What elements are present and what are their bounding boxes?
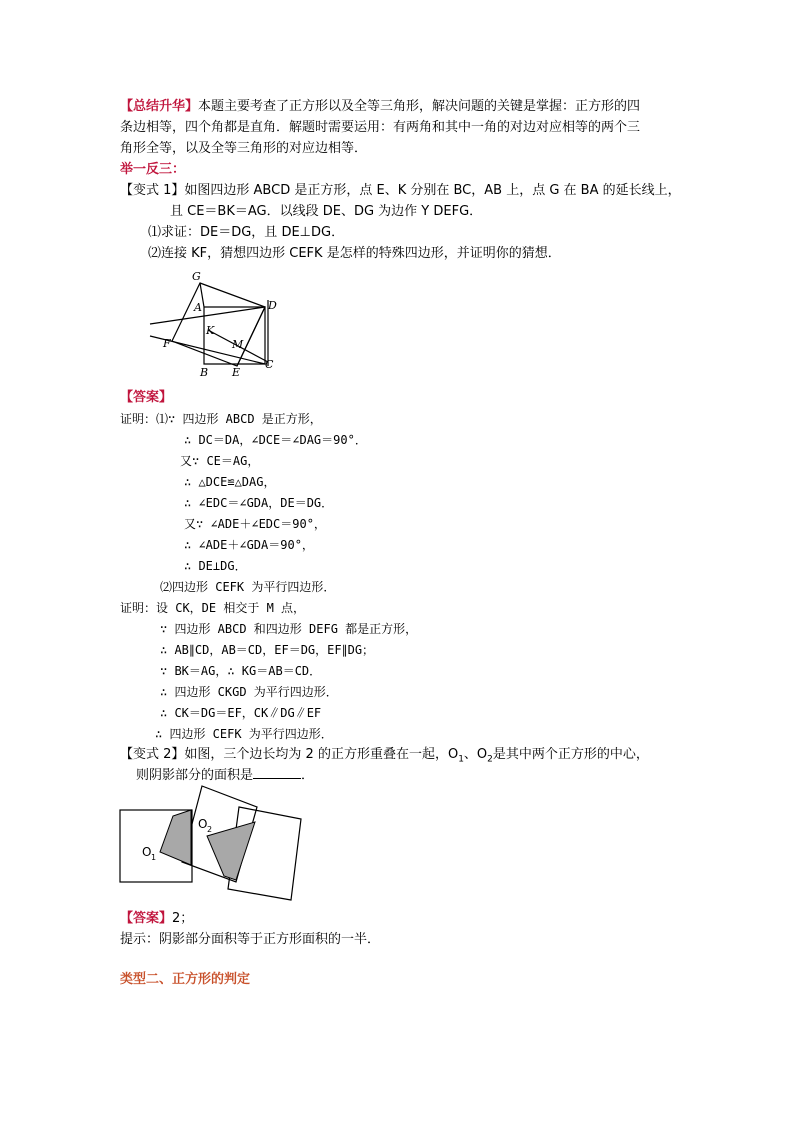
answer1-line-10: ∵ 四边形 ABCD 和四边形 DEFG 都是正方形，: [160, 622, 418, 636]
answer1-line-3: ∴ △DCE≌△DAG，: [184, 475, 276, 489]
shaded-region-2: [207, 822, 255, 880]
practice-heading: 举一反三：: [120, 162, 186, 177]
fig1-label-D: D: [268, 299, 277, 312]
fig1-label-A: A: [194, 301, 202, 314]
fig2-label-O2: O: [198, 817, 208, 831]
variant1-question-2: ⑵连接 KF，猜想四边形 CEFK 是怎样的特殊四边形，并证明你的猜想．: [148, 246, 561, 261]
answer2-line: [120, 909, 193, 929]
fig1-label-K: K: [206, 324, 215, 337]
answer1-line-8: ⑵四边形 CEFK 为平行四边形．: [160, 580, 336, 594]
variant2-sub-1: 1: [458, 754, 464, 765]
geometry-figure-1: [140, 266, 290, 382]
fig1-label-M: M: [232, 338, 244, 351]
variant2-text-2b: ．: [301, 768, 315, 783]
answer-blank: [253, 766, 301, 779]
fig1-label-G: G: [192, 270, 201, 283]
answer2-value: 2；: [172, 911, 194, 926]
fig1-label-E: E: [232, 366, 241, 379]
type2-heading: 类型二、正方形的判定: [120, 972, 251, 987]
fig2-label-O2-sub: 2: [207, 825, 213, 834]
variant1-label: 【变式 1】: [120, 183, 185, 198]
summary-line-2: 条边相等，四个角都是直角．解题时需要运用：有两角和其中一角的对边对应相等的两个三: [120, 120, 641, 135]
answer1-line-12: ∵ BK＝AG，∴ KG＝AB＝CD．: [160, 664, 322, 678]
variant2-text-1b: 、O: [463, 747, 488, 762]
summary-label: 【总结升华】: [120, 99, 199, 114]
variant1-question-1: ⑴求证：DE＝DG，且 DE⊥DG．: [148, 225, 345, 240]
variant1-line-1: [120, 181, 681, 201]
variant2-text-1c: 是其中两个正方形的中心，: [492, 747, 649, 762]
shaded-region-1: [160, 810, 191, 865]
answer1-line-7: ∴ DE⊥DG．: [184, 559, 247, 573]
answer1-label: 【答案】: [120, 390, 173, 405]
fig1-label-C: C: [265, 358, 274, 371]
answer2-label: 【答案】: [120, 911, 173, 926]
answer1-line-2: 又∵ CE＝AG，: [180, 454, 260, 468]
summary-line-1: [120, 97, 640, 117]
fig2-label-O1-sub: 1: [151, 853, 157, 862]
answer1-line-11: ∴ AB∥CD，AB＝CD，EF＝DG，EF∥DG；: [160, 643, 375, 657]
summary-line-3: 角形全等，以及全等三角形的对应边相等．: [120, 141, 368, 156]
variant1-line-2: 且 CE＝BK＝AG．以线段 DE、DG 为边作 Y DEFG．: [170, 204, 483, 219]
answer2-hint: 提示：阴影部分面积等于正方形面积的一半．: [120, 932, 381, 947]
answer1-line-9: 证明：设 CK，DE 相交于 M 点，: [120, 601, 306, 615]
summary-text-1: 本题主要考查了正方形以及全等三角形，解决问题的关键是掌握：正方形的四: [198, 99, 641, 114]
answer1-line-0: 证明：⑴∵ 四边形 ABCD 是正方形，: [120, 412, 322, 426]
answer1-line-1: ∴ DC＝DA，∠DCE＝∠DAG＝90°．: [184, 433, 367, 447]
variant1-text-1: 如图四边形 ABCD 是正方形，点 E、K 分别在 BC，AB 上，点 G 在 BA 的延长线上，: [184, 183, 681, 198]
answer1-line-15: ∴ 四边形 CEFK 为平行四边形．: [155, 727, 333, 741]
answer1-line-5: 又∵ ∠ADE＋∠EDC＝90°，: [184, 517, 326, 531]
fig1-label-F: F: [163, 337, 171, 350]
answer1-line-14: ∴ CK＝DG＝EF，CK∥DG∥EF: [160, 706, 322, 720]
variant2-label: 【变式 2】: [120, 747, 185, 762]
answer1-line-4: ∴ ∠EDC＝∠GDA，DE＝DG．: [184, 496, 334, 510]
geometry-figure-2: [116, 782, 306, 904]
fig2-label-O1: O: [142, 845, 152, 859]
answer1-line-6: ∴ ∠ADE＋∠GDA＝90°，: [184, 538, 314, 552]
variant2-text-2a: 则阴影部分的面积是: [136, 768, 254, 783]
variant2-sub-2: 2: [487, 754, 493, 765]
fig1-label-B: B: [200, 366, 209, 379]
variant2-text-1a: 如图，三个边长均为 2 的正方形重叠在一起，O: [184, 747, 459, 762]
answer1-line-13: ∴ 四边形 CKGD 为平行四边形．: [160, 685, 338, 699]
